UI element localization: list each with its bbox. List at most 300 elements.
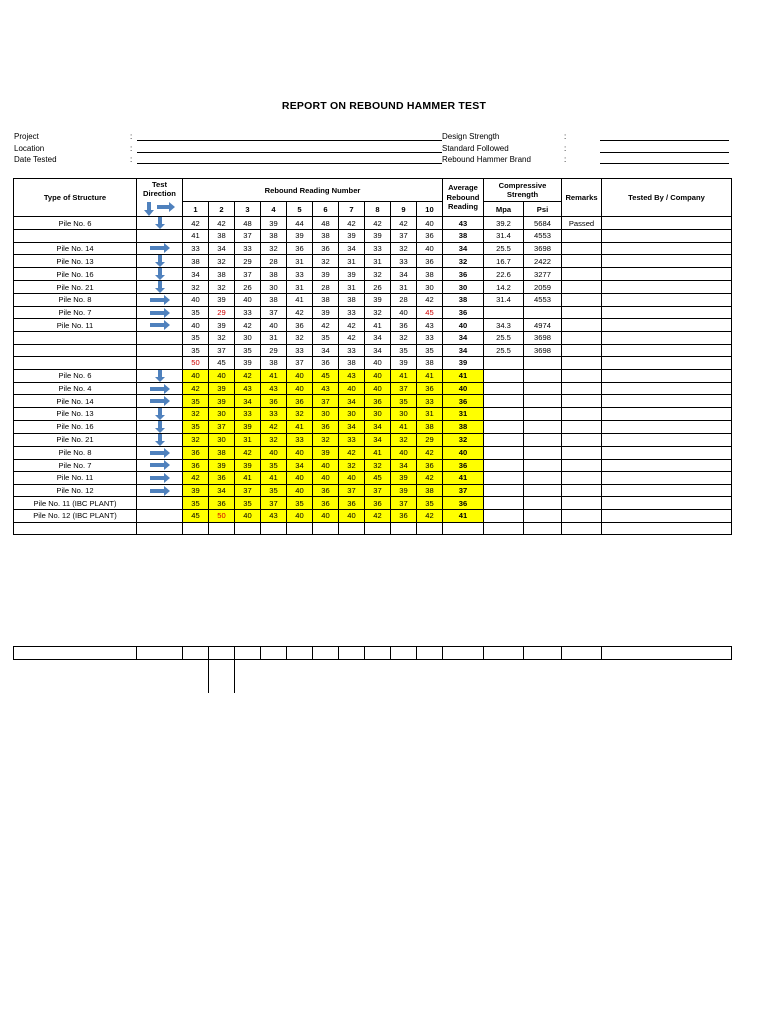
reading-cell: 42 <box>235 319 261 332</box>
structure-cell: Pile No. 11 (IBC PLANT) <box>14 497 137 510</box>
reading-cell: 36 <box>183 459 209 472</box>
reading-cell: 39 <box>235 420 261 433</box>
direction-cell <box>137 395 183 408</box>
tested-by-cell <box>602 509 732 522</box>
reading-cell: 41 <box>261 369 287 382</box>
remarks-cell <box>562 484 602 497</box>
project-field[interactable] <box>137 131 442 141</box>
colon: : <box>564 143 567 153</box>
report-title: REPORT ON REBOUND HAMMER TEST <box>281 100 487 112</box>
reading-cell: 34 <box>391 268 417 281</box>
structure-cell <box>14 357 137 370</box>
date-tested-label: Date Tested <box>14 155 57 164</box>
reading-cell: 35 <box>417 497 443 510</box>
header-type-of-structure: Type of Structure <box>14 179 137 217</box>
reading-cell: 32 <box>209 255 235 268</box>
remarks-cell <box>562 242 602 255</box>
reading-cell: 32 <box>183 433 209 446</box>
reading-cell: 42 <box>365 217 391 230</box>
reading-cell: 35 <box>313 331 339 344</box>
mpa-cell <box>484 395 524 408</box>
direction-cell <box>137 268 183 281</box>
footer-cell <box>602 647 732 660</box>
reading-cell: 32 <box>391 242 417 255</box>
reading-cell: 35 <box>183 306 209 319</box>
reading-cell: 29 <box>235 255 261 268</box>
direction-cell <box>137 420 183 433</box>
table-row <box>14 294 732 307</box>
reading-cell <box>391 522 417 535</box>
reading-cell: 36 <box>313 357 339 370</box>
reading-cell: 33 <box>235 242 261 255</box>
table-row <box>14 331 732 344</box>
reading-cell: 32 <box>391 331 417 344</box>
reading-cell: 33 <box>183 242 209 255</box>
reading-cell: 42 <box>417 509 443 522</box>
table-row <box>14 497 732 510</box>
remarks-cell <box>562 472 602 485</box>
footer-cell <box>417 647 443 660</box>
reading-cell: 38 <box>183 255 209 268</box>
reading-number-header: 2 <box>209 202 235 217</box>
reading-cell: 40 <box>261 446 287 459</box>
direction-cell <box>137 509 183 522</box>
reading-cell: 37 <box>313 395 339 408</box>
reading-cell: 34 <box>209 484 235 497</box>
reading-cell: 40 <box>183 369 209 382</box>
reading-cell: 42 <box>261 420 287 433</box>
average-cell <box>443 522 484 535</box>
reading-cell: 38 <box>209 268 235 281</box>
tested-by-cell <box>602 369 732 382</box>
project-label: Project <box>14 132 39 141</box>
reading-cell: 41 <box>365 446 391 459</box>
date-tested-field[interactable] <box>137 154 442 164</box>
reading-cell: 42 <box>235 446 261 459</box>
mpa-cell <box>484 446 524 459</box>
structure-cell: Pile No. 13 <box>14 255 137 268</box>
reading-cell: 37 <box>235 484 261 497</box>
structure-cell: Pile No. 16 <box>14 268 137 281</box>
structure-cell: Pile No. 6 <box>14 369 137 382</box>
footer-cell <box>484 647 524 660</box>
mpa-cell <box>484 497 524 510</box>
location-field[interactable] <box>137 143 442 153</box>
psi-cell <box>524 433 562 446</box>
left-info-block <box>14 131 444 166</box>
info-row-project <box>14 131 444 143</box>
reading-cell: 37 <box>339 484 365 497</box>
psi-cell: 3698 <box>524 331 562 344</box>
average-cell: 36 <box>443 306 484 319</box>
reading-cell <box>417 522 443 535</box>
info-row-standard <box>442 143 732 155</box>
reading-cell: 34 <box>339 420 365 433</box>
reading-cell: 42 <box>365 509 391 522</box>
structure-cell: Pile No. 6 <box>14 217 137 230</box>
reading-cell: 32 <box>365 268 391 281</box>
rebound-hammer-brand-label: Rebound Hammer Brand <box>442 155 531 164</box>
mpa-cell <box>484 459 524 472</box>
info-row-location <box>14 143 444 155</box>
reading-cell: 42 <box>183 217 209 230</box>
reading-cell: 32 <box>365 306 391 319</box>
table-row <box>14 459 732 472</box>
reading-cell: 39 <box>339 230 365 243</box>
mpa-cell: 16.7 <box>484 255 524 268</box>
reading-cell: 44 <box>287 217 313 230</box>
tested-by-cell <box>602 446 732 459</box>
footer-cell <box>261 647 287 660</box>
mpa-cell: 25.5 <box>484 242 524 255</box>
reading-cell: 26 <box>235 281 261 294</box>
remarks-cell <box>562 522 602 535</box>
reading-cell: 40 <box>287 382 313 395</box>
reading-cell: 43 <box>313 382 339 395</box>
header-average-rebound-reading: Average Rebound Reading <box>443 179 484 217</box>
reading-cell: 37 <box>391 382 417 395</box>
average-cell: 31 <box>443 407 484 420</box>
reading-cell: 41 <box>391 369 417 382</box>
reading-cell: 33 <box>287 344 313 357</box>
psi-cell <box>524 509 562 522</box>
reading-cell: 42 <box>313 319 339 332</box>
reading-cell: 30 <box>209 433 235 446</box>
reading-cell: 40 <box>339 509 365 522</box>
footer-divider <box>208 659 209 693</box>
average-cell: 38 <box>443 294 484 307</box>
structure-cell: Pile No. 11 <box>14 472 137 485</box>
footer-table <box>13 646 732 660</box>
footer-cell <box>524 647 562 660</box>
table-row <box>14 268 732 281</box>
psi-cell <box>524 472 562 485</box>
table-row <box>14 242 732 255</box>
direction-cell <box>137 255 183 268</box>
mpa-cell <box>484 484 524 497</box>
mpa-cell <box>484 433 524 446</box>
reading-cell: 31 <box>339 255 365 268</box>
info-row-design-strength <box>442 131 732 143</box>
arrow-right-icon <box>150 396 170 406</box>
footer-cell <box>391 647 417 660</box>
colon: : <box>564 132 567 141</box>
reading-cell: 36 <box>339 497 365 510</box>
direction-cell <box>137 382 183 395</box>
psi-cell <box>524 369 562 382</box>
arrow-right-icon <box>150 384 170 394</box>
footer-cell <box>562 647 602 660</box>
reading-cell: 48 <box>235 217 261 230</box>
reading-cell: 33 <box>339 344 365 357</box>
reading-cell: 36 <box>417 382 443 395</box>
reading-cell: 32 <box>339 459 365 472</box>
table-row <box>14 230 732 243</box>
reading-cell: 34 <box>391 459 417 472</box>
reading-cell: 32 <box>261 242 287 255</box>
reading-cell: 35 <box>183 420 209 433</box>
right-info-block <box>442 131 732 166</box>
direction-cell <box>137 331 183 344</box>
reading-cell: 32 <box>183 281 209 294</box>
direction-cell <box>137 281 183 294</box>
info-row-hammer-brand <box>442 154 732 166</box>
reading-cell: 42 <box>287 306 313 319</box>
reading-cell: 43 <box>235 382 261 395</box>
reading-cell: 37 <box>209 344 235 357</box>
reading-cell: 39 <box>365 294 391 307</box>
reading-cell: 42 <box>235 369 261 382</box>
reading-cell: 39 <box>235 459 261 472</box>
reading-cell: 38 <box>417 484 443 497</box>
arrow-down-icon <box>155 255 165 267</box>
reading-cell: 43 <box>261 382 287 395</box>
reading-cell: 45 <box>183 509 209 522</box>
direction-cell <box>137 497 183 510</box>
colon: : <box>564 155 567 164</box>
table-row <box>14 281 732 294</box>
table-row <box>14 382 732 395</box>
direction-cell <box>137 294 183 307</box>
footer-cell <box>365 647 391 660</box>
footer-cell <box>443 647 484 660</box>
reading-cell: 33 <box>287 433 313 446</box>
reading-cell: 31 <box>287 281 313 294</box>
remarks-cell <box>562 319 602 332</box>
reading-cell: 45 <box>365 472 391 485</box>
psi-cell: 4553 <box>524 230 562 243</box>
reading-number-header: 5 <box>287 202 313 217</box>
reading-cell: 33 <box>261 407 287 420</box>
reading-cell: 32 <box>287 407 313 420</box>
reading-cell: 34 <box>183 268 209 281</box>
reading-cell: 36 <box>365 395 391 408</box>
reading-cell: 34 <box>209 242 235 255</box>
direction-cell <box>137 242 183 255</box>
reading-cell: 35 <box>417 344 443 357</box>
reading-cell: 39 <box>209 395 235 408</box>
arrow-right-icon <box>150 473 170 483</box>
reading-cell: 35 <box>183 497 209 510</box>
reading-cell: 34 <box>235 395 261 408</box>
remarks-cell <box>562 497 602 510</box>
remarks-cell <box>562 433 602 446</box>
design-strength-field[interactable] <box>600 131 729 141</box>
reading-cell: 30 <box>209 407 235 420</box>
reading-cell: 34 <box>313 344 339 357</box>
reading-cell <box>287 522 313 535</box>
mpa-cell <box>484 369 524 382</box>
reading-cell: 33 <box>235 407 261 420</box>
reading-cell: 40 <box>313 459 339 472</box>
reading-cell: 32 <box>313 255 339 268</box>
tested-by-cell <box>602 331 732 344</box>
average-cell: 36 <box>443 268 484 281</box>
average-cell: 36 <box>443 497 484 510</box>
table-row <box>14 509 732 522</box>
rebound-test-table <box>13 178 732 535</box>
reading-cell: 40 <box>235 294 261 307</box>
arrow-down-icon <box>155 370 165 382</box>
footer-cell <box>183 647 209 660</box>
average-cell: 34 <box>443 331 484 344</box>
remarks-cell <box>562 420 602 433</box>
reading-cell: 36 <box>183 446 209 459</box>
reading-cell: 39 <box>391 484 417 497</box>
mpa-cell: 39.2 <box>484 217 524 230</box>
reading-cell: 39 <box>339 268 365 281</box>
reading-cell: 36 <box>391 509 417 522</box>
tested-by-cell <box>602 382 732 395</box>
psi-cell: 2059 <box>524 281 562 294</box>
table-row <box>14 344 732 357</box>
reading-cell: 33 <box>339 433 365 446</box>
reading-cell: 36 <box>209 497 235 510</box>
reading-cell: 33 <box>391 255 417 268</box>
colon: : <box>130 155 133 164</box>
psi-cell <box>524 446 562 459</box>
reading-cell: 39 <box>209 319 235 332</box>
mpa-cell <box>484 509 524 522</box>
reading-cell: 40 <box>261 319 287 332</box>
tested-by-cell <box>602 242 732 255</box>
reading-cell: 36 <box>209 472 235 485</box>
arrow-down-icon <box>155 268 165 280</box>
reading-cell <box>261 522 287 535</box>
psi-cell <box>524 395 562 408</box>
structure-cell: Pile No. 8 <box>14 294 137 307</box>
reading-number-header: 10 <box>417 202 443 217</box>
reading-cell: 30 <box>261 281 287 294</box>
table-row <box>14 446 732 459</box>
direction-cell <box>137 217 183 230</box>
footer-cell <box>209 647 235 660</box>
average-cell: 38 <box>443 420 484 433</box>
footer-cell <box>235 647 261 660</box>
structure-cell: Pile No. 4 <box>14 382 137 395</box>
arrow-right-icon <box>150 486 170 496</box>
remarks-cell: Passed <box>562 217 602 230</box>
reading-cell: 26 <box>365 281 391 294</box>
reading-cell: 38 <box>261 230 287 243</box>
arrow-down-icon <box>155 281 165 293</box>
reading-cell: 39 <box>209 294 235 307</box>
psi-cell: 2422 <box>524 255 562 268</box>
reading-cell: 31 <box>235 433 261 446</box>
direction-cell <box>137 472 183 485</box>
colon: : <box>130 143 133 153</box>
footer-cell <box>14 647 137 660</box>
remarks-cell <box>562 459 602 472</box>
standard-followed-label: Standard Followed <box>442 143 509 153</box>
reading-cell <box>365 522 391 535</box>
reading-cell: 37 <box>235 268 261 281</box>
tested-by-cell <box>602 306 732 319</box>
mpa-cell: 25.5 <box>484 344 524 357</box>
mpa-cell: 31.4 <box>484 230 524 243</box>
arrow-right-icon <box>150 308 170 318</box>
reading-cell: 42 <box>417 472 443 485</box>
psi-cell: 3698 <box>524 242 562 255</box>
structure-cell: Pile No. 13 <box>14 407 137 420</box>
arrow-right-icon <box>150 320 170 330</box>
average-cell: 36 <box>443 395 484 408</box>
remarks-cell <box>562 382 602 395</box>
reading-cell: 36 <box>365 497 391 510</box>
reading-cell: 34 <box>365 433 391 446</box>
reading-cell: 42 <box>417 446 443 459</box>
table-row <box>14 420 732 433</box>
average-cell: 38 <box>443 230 484 243</box>
mpa-cell <box>484 472 524 485</box>
reading-cell: 40 <box>209 369 235 382</box>
reading-cell: 29 <box>209 306 235 319</box>
tested-by-cell <box>602 281 732 294</box>
header-rebound-reading-number: Rebound Reading Number <box>183 179 443 202</box>
reading-cell: 29 <box>417 433 443 446</box>
design-strength-label: Design Strength <box>442 132 500 141</box>
reading-cell: 36 <box>313 497 339 510</box>
reading-cell: 35 <box>261 459 287 472</box>
tested-by-cell <box>602 395 732 408</box>
average-cell: 39 <box>443 357 484 370</box>
reading-cell <box>183 522 209 535</box>
reading-cell: 39 <box>313 306 339 319</box>
reading-cell: 42 <box>417 294 443 307</box>
psi-cell <box>524 459 562 472</box>
reading-cell: 48 <box>313 217 339 230</box>
reading-cell: 40 <box>365 369 391 382</box>
reading-cell: 38 <box>261 268 287 281</box>
mpa-cell: 14.2 <box>484 281 524 294</box>
structure-cell: Pile No. 21 <box>14 281 137 294</box>
reading-cell: 37 <box>261 497 287 510</box>
info-row-date <box>14 154 444 166</box>
remarks-cell <box>562 395 602 408</box>
average-cell: 37 <box>443 484 484 497</box>
remarks-cell <box>562 344 602 357</box>
rebound-hammer-brand-field[interactable] <box>600 154 729 164</box>
structure-cell: Pile No. 7 <box>14 459 137 472</box>
reading-cell: 42 <box>209 217 235 230</box>
table-row <box>14 472 732 485</box>
reading-cell: 36 <box>287 395 313 408</box>
reading-cell: 38 <box>261 357 287 370</box>
arrow-right-icon <box>150 295 170 305</box>
standard-followed-field[interactable] <box>600 143 729 153</box>
average-cell: 36 <box>443 459 484 472</box>
remarks-cell <box>562 306 602 319</box>
reading-cell: 32 <box>287 331 313 344</box>
reading-cell: 35 <box>391 395 417 408</box>
table-row <box>14 369 732 382</box>
reading-cell: 41 <box>365 319 391 332</box>
psi-cell: 3698 <box>524 344 562 357</box>
reading-cell: 43 <box>261 509 287 522</box>
reading-cell: 31 <box>417 407 443 420</box>
reading-cell: 42 <box>339 446 365 459</box>
reading-cell: 36 <box>417 255 443 268</box>
reading-cell: 40 <box>313 509 339 522</box>
mpa-header: Mpa <box>484 202 524 217</box>
reading-cell: 38 <box>261 294 287 307</box>
reading-cell: 32 <box>183 407 209 420</box>
reading-cell: 41 <box>417 369 443 382</box>
reading-cell: 40 <box>417 242 443 255</box>
reading-cell: 40 <box>287 369 313 382</box>
remarks-cell <box>562 369 602 382</box>
reading-cell: 39 <box>287 230 313 243</box>
